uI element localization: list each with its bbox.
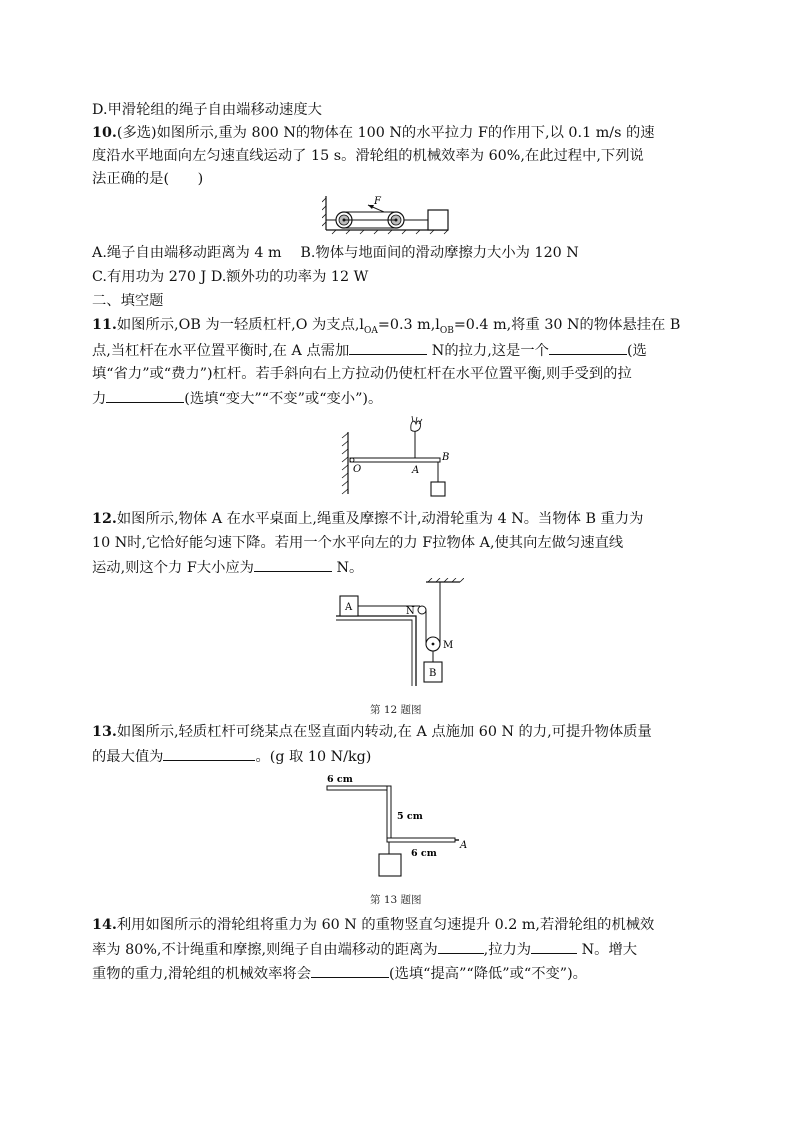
q14-text2b: ,拉力为 xyxy=(483,942,532,958)
q14-text3a: 重物的重力,滑轮组的机械效率将会 xyxy=(92,966,311,982)
q11-text1b: =0.3 m,l xyxy=(377,317,440,333)
q12-line2: 10 N时,它恰好能匀速下降。若用一个水平向左的力 F拉物体 A,使其向左做匀速直线 xyxy=(92,535,624,551)
option-d: D.甲滑轮组的绳子自由端移动速度大 xyxy=(92,102,322,118)
q11-blank1[interactable] xyxy=(349,340,427,355)
q11-line2 xyxy=(92,340,647,361)
q11-text2b: N的拉力,这是一个 xyxy=(427,343,549,359)
q12-line1 xyxy=(92,509,643,529)
q11-text2a: 点,当杠杆在水平位置平衡时,在 A 点需加 xyxy=(92,343,350,359)
q11-blank3[interactable] xyxy=(106,388,184,403)
q13-blank[interactable] xyxy=(163,746,255,761)
q12-label-m: M xyxy=(443,640,454,651)
q11-line1 xyxy=(92,315,680,341)
q10-line3: 法正确的是( ) xyxy=(92,171,204,187)
q11-text1a: 如图所示,OB 为一轻质杠杆,O 为支点,l xyxy=(116,317,364,333)
q13-caption: 第 13 题图 xyxy=(370,894,422,906)
q13-text1: 如图所示,轻质杠杆可绕某点在竖直面内转动,在 A 点施加 60 N 的力,可提升物体质量 xyxy=(116,724,652,740)
q12-figure xyxy=(334,578,464,688)
q13-figure xyxy=(325,772,475,882)
q13-label-mid: 5 cm xyxy=(397,811,423,822)
q13-label-a: A xyxy=(460,840,468,851)
q14-line3 xyxy=(92,963,587,984)
q12-label-b: B xyxy=(429,668,437,679)
q14-text1: 利用如图所示的滑轮组将重力为 60 N 的重物竖直匀速提升 0.2 m,若滑轮组的机械效 xyxy=(116,917,655,933)
q12-text1: 如图所示,物体 A 在水平桌面上,绳重及摩擦不计,动滑轮重为 4 N。当物体 B 重力为 xyxy=(116,511,644,527)
q14-text2a: 率为 80%,不计绳重和摩擦,则绳子自由端移动的距离为 xyxy=(92,942,438,958)
q11-figure xyxy=(338,416,458,500)
q12-label-a: A xyxy=(345,602,353,613)
q11-text4a: 力 xyxy=(92,391,107,407)
q12-text3a: 运动,则这个力 F大小应为 xyxy=(92,560,254,576)
q13-number: 13. xyxy=(92,724,117,740)
q13-line1 xyxy=(92,722,652,742)
q11-sub-ob: OB xyxy=(439,325,454,336)
q14-blank1[interactable] xyxy=(438,939,484,954)
section-title: 二、填空题 xyxy=(92,293,164,309)
q12-number: 12. xyxy=(92,511,117,527)
q11-text4b: (选填“变大”“不变”或“变小”)。 xyxy=(184,391,383,407)
q11-text1c: =0.4 m,将重 30 N的物体悬挂在 B xyxy=(453,317,681,333)
q11-label-a: A xyxy=(412,465,420,476)
q12-blank[interactable] xyxy=(254,557,332,572)
q14-text2c: N。增大 xyxy=(577,942,638,958)
q13-text2a: 的最大值为 xyxy=(92,749,164,765)
q10-options-ab: A.绳子自由端移动距离为 4 m B.物体与地面间的滑动摩擦力大小为 120 N xyxy=(92,245,579,261)
q10-line2: 度沿水平地面向左匀速直线运动了 15 s。滑轮组的机械效率为 60%,在此过程中,下列说 xyxy=(92,148,644,164)
q11-text2c: (选 xyxy=(626,343,647,359)
q12-label-n: N xyxy=(406,606,415,617)
q10-figure xyxy=(322,194,452,236)
q11-number: 11. xyxy=(92,317,117,333)
q10-line1 xyxy=(92,123,655,143)
q13-label-bot: 6 cm xyxy=(411,848,437,859)
q11-sub-oa: OA xyxy=(363,325,378,336)
q14-line2 xyxy=(92,939,637,960)
q12-line3 xyxy=(92,557,363,578)
q10-label-f: F xyxy=(374,196,381,207)
q11-label-o: O xyxy=(353,464,362,475)
q14-line1 xyxy=(92,915,654,935)
q13-line2 xyxy=(92,746,371,767)
q11-blank2[interactable] xyxy=(549,340,627,355)
q10-number: 10. xyxy=(92,125,117,141)
q10-options-cd: C.有用功为 270 J D.额外功的功率为 12 W xyxy=(92,269,369,285)
q10-text1: (多选)如图所示,重为 800 N的物体在 100 N的水平拉力 F的作用下,以 0.1 m/s 的速 xyxy=(116,125,655,141)
q14-blank3[interactable] xyxy=(311,963,389,978)
q11-label-b: B xyxy=(442,452,450,463)
q12-caption: 第 12 题图 xyxy=(370,704,422,716)
q11-line3: 填“省力”或“费力”)杠杆。若手斜向右上方拉动仍使杠杆在水平位置平衡,则手受到的拉 xyxy=(92,366,632,382)
q13-text2b: 。(g 取 10 N/kg) xyxy=(255,749,372,765)
q14-blank2[interactable] xyxy=(531,939,577,954)
q13-label-top: 6 cm xyxy=(327,774,353,785)
q11-line4 xyxy=(92,388,382,409)
q14-text3b: (选填“提高”“降低”或“不变”)。 xyxy=(389,966,587,982)
q14-number: 14. xyxy=(92,917,117,933)
q12-text3b: N。 xyxy=(331,560,364,576)
